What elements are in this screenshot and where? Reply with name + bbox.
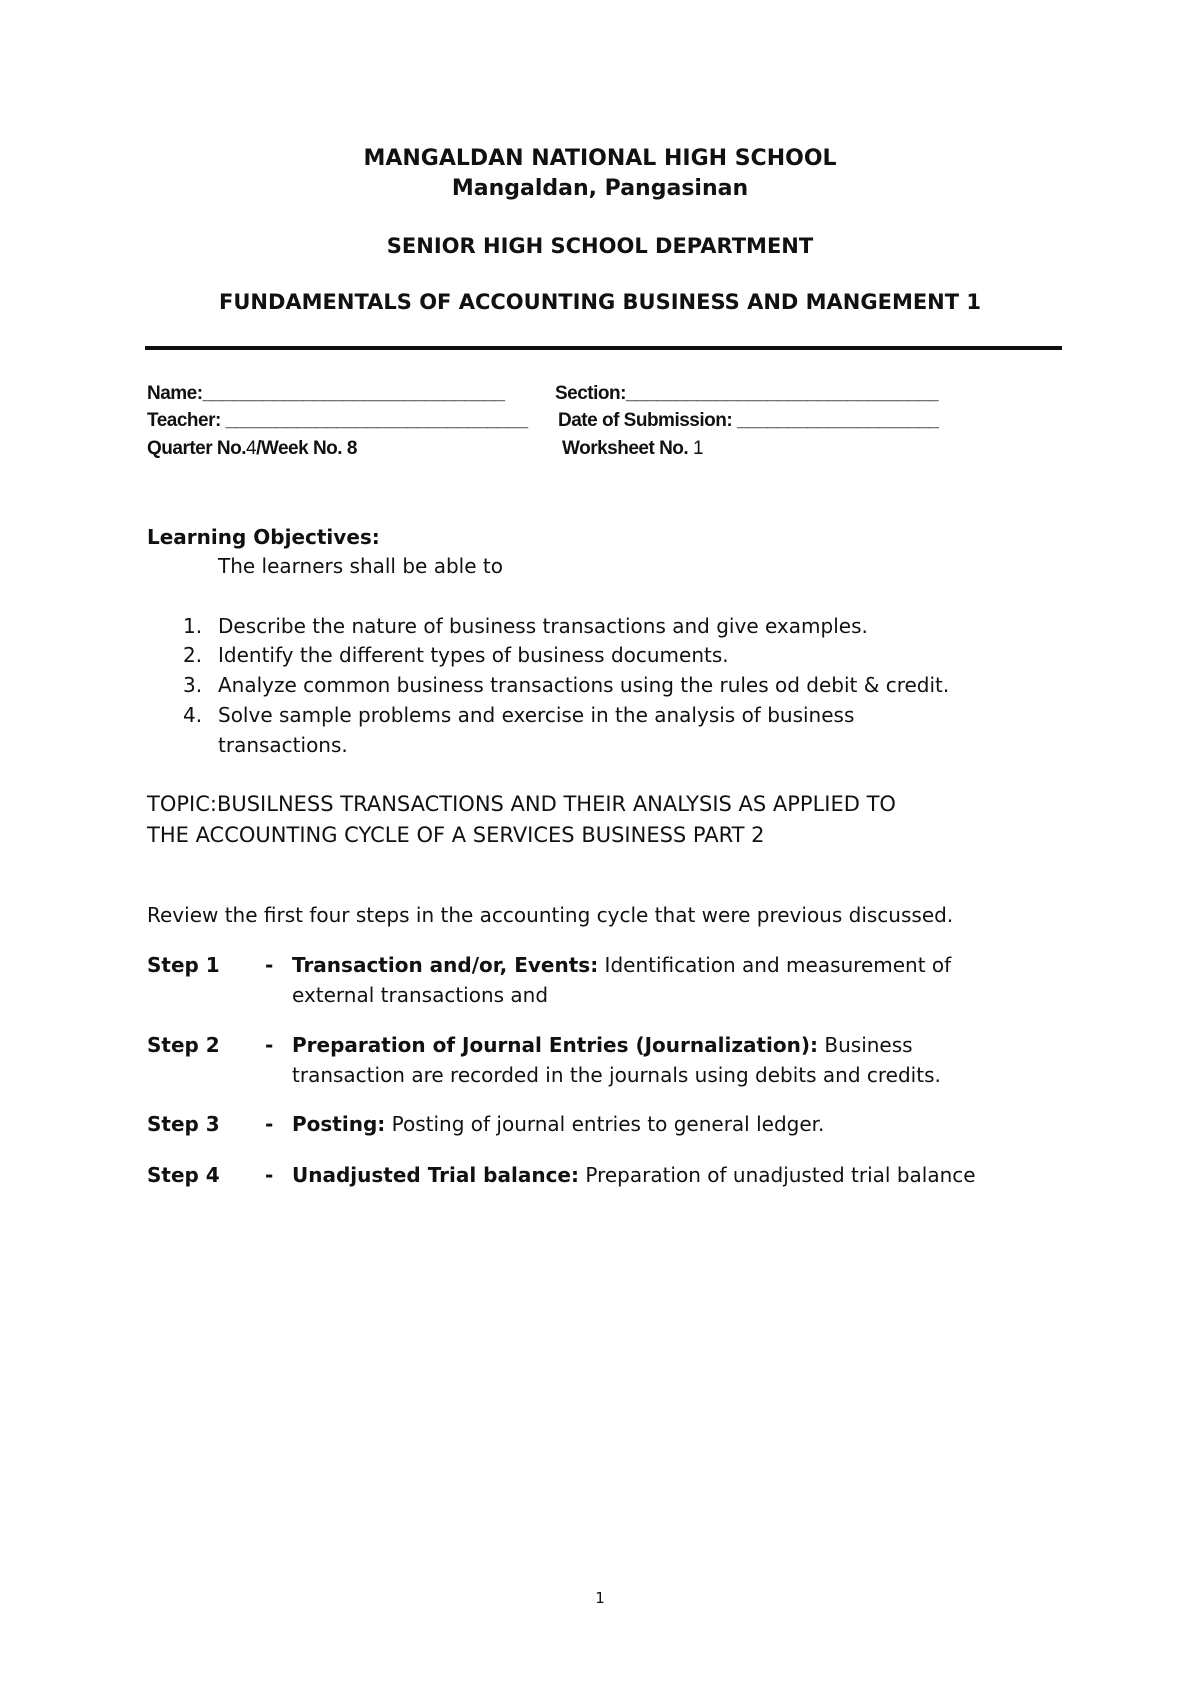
school-location: Mangaldan, Pangasinan <box>451 176 749 201</box>
step-title: Posting: <box>292 1112 386 1136</box>
step-description-continued: external transactions and <box>292 983 549 1007</box>
worksheet-value: 1 <box>692 438 704 459</box>
objective-text: Solve sample problems and exercise in the analysis of business <box>218 703 855 727</box>
step-description <box>292 1112 824 1136</box>
objective-number: 3. <box>183 673 203 697</box>
step-dash: - <box>265 1112 274 1136</box>
topic-line-1: TOPIC:BUSILNESS TRANSACTIONS AND THEIR ANALYSIS AS APPLIED TO <box>147 792 896 816</box>
objective-number: 2. <box>183 643 203 667</box>
step-detail: Preparation of unadjusted trial balance <box>579 1163 976 1187</box>
objective-number: 4. <box>183 703 203 727</box>
step-title: Preparation of Journal Entries (Journalization): <box>292 1033 819 1057</box>
objective-text-continued: transactions. <box>218 733 348 757</box>
date-of-submission-field: Date of Submission: ____________________ <box>558 410 939 431</box>
step-dash: - <box>265 1163 274 1187</box>
step-title: Transaction and/or, Events: <box>292 953 599 977</box>
worksheet-label: Worksheet No. <box>562 438 693 459</box>
quarter-label: Quarter No. <box>147 438 247 459</box>
page-number: 1 <box>595 1589 605 1607</box>
review-instruction: Review the first four steps in the accounting cycle that were previous discussed. <box>147 903 954 927</box>
subject-title: FUNDAMENTALS OF ACCOUNTING BUSINESS AND MANGEMENT 1 <box>218 290 982 314</box>
name-field: Name:______________________________ <box>147 383 505 404</box>
step-label: Step 4 <box>147 1163 220 1187</box>
step-description <box>292 1033 913 1057</box>
section-field: Section:_______________________________ <box>555 383 939 404</box>
learning-objectives-intro: The learners shall be able to <box>218 554 503 578</box>
department-title: SENIOR HIGH SCHOOL DEPARTMENT <box>386 234 814 258</box>
worksheet-field <box>562 438 703 460</box>
step-dash: - <box>265 1033 274 1057</box>
step-detail: Posting of journal entries to general ledger. <box>385 1112 825 1136</box>
step-label: Step 1 <box>147 953 220 977</box>
step-label: Step 2 <box>147 1033 220 1057</box>
objective-text: Identify the different types of business documents. <box>218 643 729 667</box>
objective-text: Describe the nature of business transactions and give examples. <box>218 614 868 638</box>
topic-line-2: THE ACCOUNTING CYCLE OF A SERVICES BUSINESS PART 2 <box>147 823 765 847</box>
teacher-field: Teacher: ______________________________ <box>147 410 528 431</box>
step-description <box>292 953 951 977</box>
week-label: /Week No. 8 <box>256 438 357 459</box>
step-dash: - <box>265 953 274 977</box>
objective-text: Analyze common business transactions using the rules od debit & credit. <box>218 673 950 697</box>
quarter-value: 4 <box>246 438 257 459</box>
step-description <box>292 1163 976 1187</box>
step-description-continued: transaction are recorded in the journals using debits and credits. <box>292 1063 941 1087</box>
school-name: MANGALDAN NATIONAL HIGH SCHOOL <box>363 146 837 171</box>
step-label: Step 3 <box>147 1112 220 1136</box>
step-detail: Identification and measurement of <box>598 953 952 977</box>
step-title: Unadjusted Trial balance: <box>292 1163 579 1187</box>
learning-objectives-title: Learning Objectives: <box>147 525 380 549</box>
step-detail: Business <box>818 1033 913 1057</box>
quarter-week-field <box>147 438 357 460</box>
objective-number: 1. <box>183 614 203 638</box>
header-divider <box>145 346 1062 350</box>
